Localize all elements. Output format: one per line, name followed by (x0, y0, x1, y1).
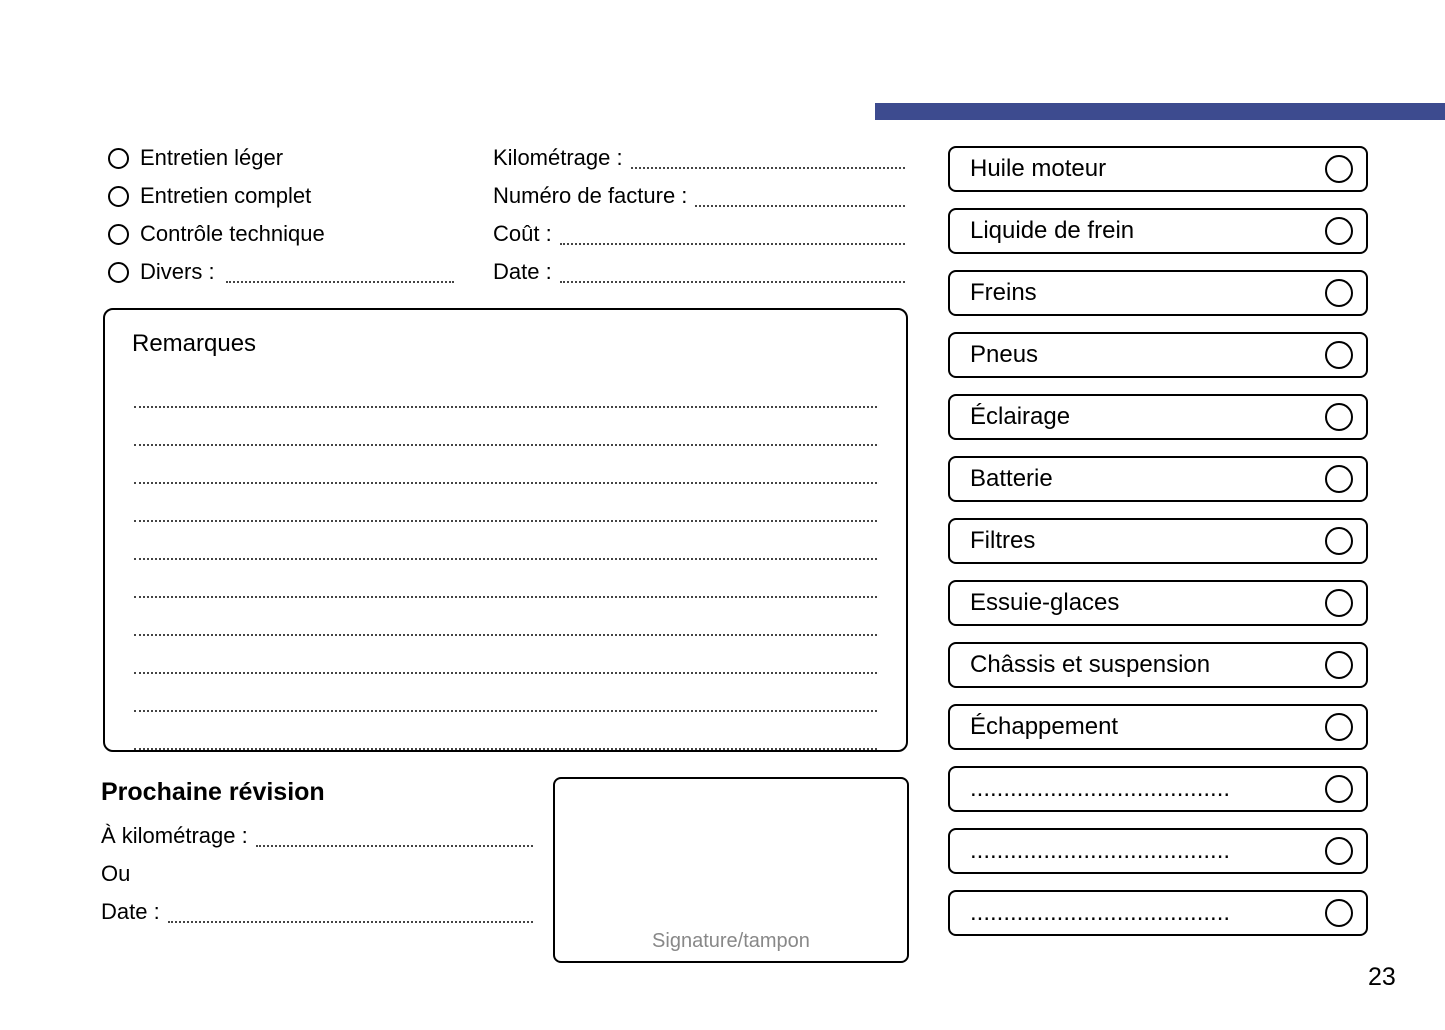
checklist-item-label: Éclairage (970, 403, 1071, 430)
checklist-item-label: Huile moteur (970, 155, 1107, 182)
signature-label: Signature/tampon (652, 930, 810, 952)
radio-circle[interactable] (108, 224, 129, 245)
checklist-item-echappement (948, 704, 1368, 750)
service-type-option-entretien-leger (108, 139, 488, 177)
field-date (493, 253, 905, 291)
checklist-item-blank-1 (948, 766, 1368, 812)
check-circle[interactable] (1325, 837, 1353, 865)
service-type-label: Entretien complet (140, 183, 312, 208)
checklist-item-label: ....................................... (970, 899, 1231, 926)
field-cout (493, 215, 905, 253)
checklist-item-label: Liquide de frein (970, 217, 1135, 244)
service-type-label: Divers : (140, 259, 215, 284)
service-type-option-controle-technique (108, 215, 488, 253)
service-type-label: Entretien léger (140, 145, 284, 170)
invoice-fields-group (493, 139, 905, 291)
radio-circle[interactable] (108, 262, 129, 283)
field-label: Coût : (493, 221, 552, 246)
check-circle[interactable] (1325, 403, 1353, 431)
remarks-line (134, 446, 877, 484)
checklist-item-label: Pneus (970, 341, 1039, 368)
next-service-or-label (101, 855, 533, 893)
checklist-item-label: Essuie-glaces (970, 589, 1120, 616)
checklist-item-freins (948, 270, 1368, 316)
checklist-item-label: ....................................... (970, 775, 1231, 802)
checklist-item-blank-2 (948, 828, 1368, 874)
checklist-item-chassis-suspension (948, 642, 1368, 688)
remarks-line (134, 598, 877, 636)
service-type-option-divers (108, 253, 488, 291)
divers-fill-line (226, 281, 454, 283)
next-service-date-field (101, 893, 533, 931)
header-accent-bar (875, 103, 1445, 120)
check-circle[interactable] (1325, 713, 1353, 741)
next-service-title: Prochaine révision (101, 778, 325, 806)
remarks-box (103, 308, 908, 752)
checklist-item-huile-moteur (948, 146, 1368, 192)
page-number: 23 (1368, 963, 1396, 991)
radio-circle[interactable] (108, 148, 129, 169)
field-label: À kilométrage : (101, 823, 248, 848)
fill-line (256, 845, 533, 847)
remarks-title: Remarques (132, 330, 257, 357)
checklist-item-blank-3 (948, 890, 1368, 936)
service-type-option-entretien-complet (108, 177, 488, 215)
field-numero-facture (493, 177, 905, 215)
field-label: Date : (493, 259, 552, 284)
fill-line (560, 243, 905, 245)
remarks-line (134, 712, 877, 750)
remarks-line (134, 522, 877, 560)
checklist-item-pneus (948, 332, 1368, 378)
checklist-item-eclairage (948, 394, 1368, 440)
remarks-line (134, 674, 877, 712)
field-kilometrage (493, 139, 905, 177)
check-circle[interactable] (1325, 341, 1353, 369)
field-label: Kilométrage : (493, 145, 623, 170)
remarks-lines (132, 370, 879, 750)
checklist-item-batterie (948, 456, 1368, 502)
remarks-line (134, 370, 877, 408)
checklist-item-liquide-de-frein (948, 208, 1368, 254)
service-type-group (108, 139, 488, 291)
field-label: Numéro de facture : (493, 183, 688, 208)
fill-line (560, 281, 905, 283)
checklist-item-filtres (948, 518, 1368, 564)
remarks-line (134, 484, 877, 522)
checklist-item-label: Batterie (970, 465, 1053, 492)
check-circle[interactable] (1325, 465, 1353, 493)
remarks-line (134, 408, 877, 446)
remarks-line (134, 560, 877, 598)
check-circle[interactable] (1325, 775, 1353, 803)
check-circle[interactable] (1325, 589, 1353, 617)
check-circle[interactable] (1325, 527, 1353, 555)
fill-line (168, 921, 533, 923)
checklist-item-label: Châssis et suspension (970, 651, 1211, 678)
fill-line (695, 205, 905, 207)
inspection-checklist (948, 146, 1368, 952)
field-label: Ou (101, 861, 131, 886)
next-service-section (101, 778, 533, 931)
check-circle[interactable] (1325, 899, 1353, 927)
radio-circle[interactable] (108, 186, 129, 207)
checklist-item-label: Filtres (970, 527, 1036, 554)
next-service-km-field (101, 817, 533, 855)
check-circle[interactable] (1325, 279, 1353, 307)
check-circle[interactable] (1325, 651, 1353, 679)
remarks-line (134, 636, 877, 674)
check-circle[interactable] (1325, 155, 1353, 183)
checklist-item-label: ....................................... (970, 837, 1231, 864)
field-label: Date : (101, 899, 160, 924)
check-circle[interactable] (1325, 217, 1353, 245)
service-type-label: Contrôle technique (140, 221, 325, 246)
checklist-item-label: Échappement (970, 713, 1119, 740)
fill-line (631, 167, 905, 169)
checklist-item-essuie-glaces (948, 580, 1368, 626)
checklist-item-label: Freins (970, 279, 1037, 306)
signature-box (553, 777, 909, 963)
